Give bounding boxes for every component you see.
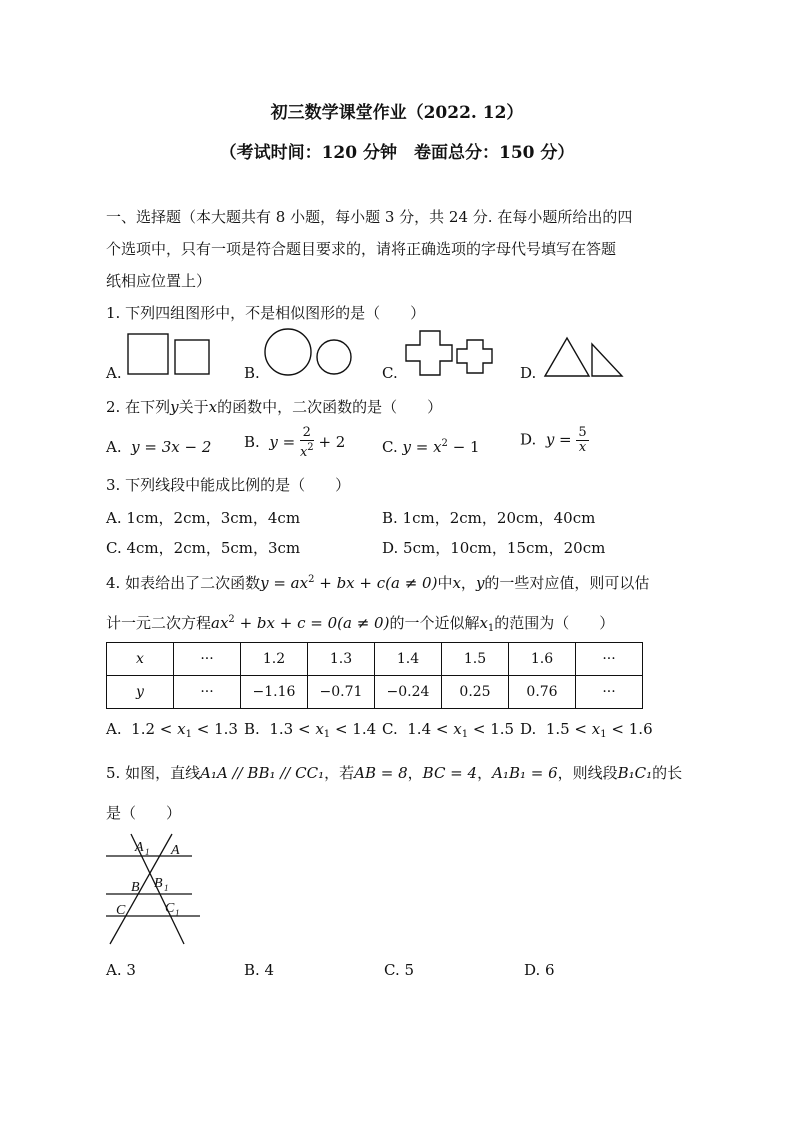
table-cell: 1.5 <box>442 643 509 676</box>
q5-label-b: B <box>131 880 140 895</box>
q2-option-d: D. y = $\frac{5}{x}$ <box>520 425 587 455</box>
q5-label-b1: B <box>154 876 163 891</box>
q1-option-a-label: A. <box>106 364 122 382</box>
q2-b-fraction: $\frac{2}{x^2}$ <box>299 425 314 460</box>
q1-option-c-label: C. <box>382 364 398 382</box>
table-cell: 0.76 <box>509 676 576 709</box>
q5-label-a1: A <box>135 840 144 855</box>
section-heading-line1: 一、选择题（本大题共有 8 小题，每小题 3 分，共 24 分. 在每小题所给出的四 <box>106 208 633 226</box>
table-cell: −0.24 <box>375 676 442 709</box>
table-cell: 1.6 <box>509 643 576 676</box>
q5-option-d: D. 6 <box>524 961 555 979</box>
q5-label-a1-sub: 1 <box>145 847 150 857</box>
q4-option-a: A. $1.2 < x_1 < 1.3$ <box>106 720 238 740</box>
q5-stem-line2: 是（ ） <box>106 804 182 822</box>
q5-option-c: C. 5 <box>384 961 415 979</box>
table-cell: 0.25 <box>442 676 509 709</box>
q3-stem: 3. 下列线段中能成比例的是（ ） <box>106 476 351 494</box>
q4-option-c: C. $1.4 < x_1 < 1.5$ <box>382 720 515 740</box>
table-cell: ··· <box>576 676 643 709</box>
q2-option-c: C. $y = x^2 - 1$ <box>382 438 480 456</box>
q5-option-a: A. 3 <box>106 961 136 979</box>
q2-option-b: B. y = $\frac{2}{x^2}$ + 2 <box>244 425 346 460</box>
q4-stem-line1: 4. 如表给出了二次函数$y = ax^2$ + bx + c(a ≠ 0)中x，y的一些对应值，则可以估 <box>106 574 650 592</box>
q4-stem-line2: 计一元二次方程$ax^2$ + bx + c = 0(a ≠ 0)的一个近似解$x_1$的范围为（ ） <box>106 614 615 634</box>
q3-option-c: C. 4cm，2cm，5cm，3cm <box>106 539 301 557</box>
section-heading-line3: 纸相应位置上） <box>106 272 212 290</box>
table-cell: −1.16 <box>241 676 308 709</box>
table-cell: ··· <box>576 643 643 676</box>
q2-d-fraction: $\frac{5}{x}$ <box>578 425 587 455</box>
q5-label-c: C <box>116 903 126 918</box>
q1-stem: 1. 下列四组图形中，不是相似图形的是（ ） <box>106 304 426 322</box>
q3-option-a: A. 1cm，2cm，3cm，4cm <box>106 509 301 527</box>
q2-option-a: A. y = 3x − 2 <box>106 438 212 456</box>
table-cell: y <box>107 676 174 709</box>
q3-option-d: D. 5cm，10cm，15cm，20cm <box>382 539 606 557</box>
table-cell: x <box>107 643 174 676</box>
q1-option-d-label: D. <box>520 364 537 382</box>
page-title: 初三数学课堂作业（2022. 12） <box>270 103 524 123</box>
q2-stem: 2. 在下列y关于x的函数中，二次函数的是（ ） <box>106 398 443 416</box>
q1-option-b-label: B. <box>244 364 260 382</box>
table-cell: 1.4 <box>375 643 442 676</box>
section-heading-line2: 个选项中，只有一项是符合题目要求的，请将正确选项的字母代号填写在答题 <box>106 240 617 258</box>
q5-label-c1: C <box>165 901 175 916</box>
q5-option-b: B. 4 <box>244 961 275 979</box>
q4-option-d: D. $1.5 < x_1 < 1.6$ <box>520 720 653 740</box>
table-cell: 1.3 <box>308 643 375 676</box>
table-cell: 1.2 <box>241 643 308 676</box>
q5-label-c1-sub: 1 <box>175 908 180 918</box>
q3-option-b: B. 1cm，2cm，20cm，40cm <box>382 509 596 527</box>
q5-stem-line1: 5. 如图，直线A₁A // BB₁ // CC₁，若AB = 8，BC = 4，A₁B₁ = 6，则线段B₁C₁的长 <box>106 764 683 782</box>
q4-option-b: B. $1.3 < x_1 < 1.4$ <box>244 720 377 740</box>
table-cell: ··· <box>174 676 241 709</box>
exam-info: （考试时间：120 分钟 卷面总分：150 分） <box>219 143 575 163</box>
q5-label-b1-sub: 1 <box>164 883 169 893</box>
table-cell: ··· <box>174 643 241 676</box>
q5-label-a: A <box>171 843 180 858</box>
table-cell: −0.71 <box>308 676 375 709</box>
